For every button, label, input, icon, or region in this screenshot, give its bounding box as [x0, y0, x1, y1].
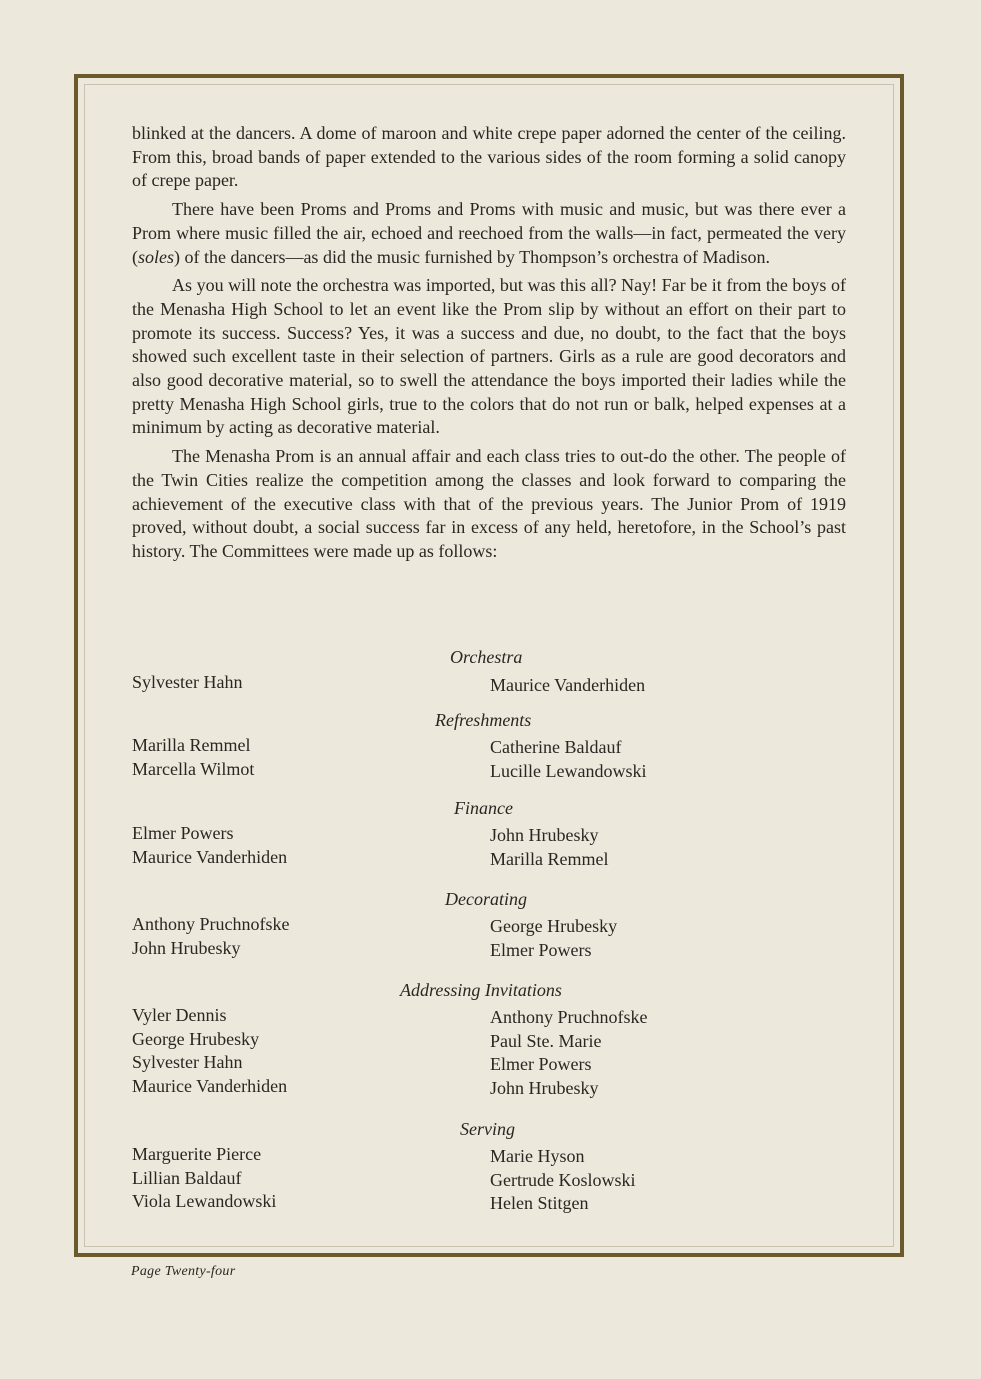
member-name: Sylvester Hahn	[132, 1052, 243, 1073]
paragraph-2-middle: music, but was there ever a Prom where music filled the air, echoed and reechoed from the walls—in fact, permeated the very (	[132, 199, 847, 267]
committee-title: Addressing Invitations	[400, 980, 562, 1000]
committee-left-names	[132, 1004, 287, 1099]
member-name: Marilla Remmel	[132, 735, 251, 755]
member-name: Marguerite Pierce	[132, 1144, 262, 1164]
paragraph-1: blinked at the dancers. A dome of maroon and white crepe paper adorned the center of the ceiling. From this, broad bands of paper extended to the various sides of the room forming a solid canopy of crepe paper.	[132, 123, 846, 191]
committee-right-names	[490, 1145, 635, 1216]
member-name: George Hrubesky	[490, 916, 618, 936]
committee-title: Serving	[460, 1119, 515, 1139]
committee-right-names	[490, 1006, 647, 1101]
member-name: John Hrubesky	[490, 825, 599, 845]
committee-right-names	[490, 674, 645, 698]
committee-left-names	[132, 671, 242, 695]
committee-right-names	[490, 915, 617, 962]
body-text	[132, 122, 846, 569]
member-name: Elmer Powers	[490, 1054, 592, 1075]
member-name: John Hrubesky	[490, 1078, 599, 1099]
member-name: Vyler Dennis	[132, 1005, 227, 1025]
member-name: Lillian Baldauf	[132, 1167, 242, 1188]
member-name: Anthony Pruchnofske	[490, 1007, 648, 1027]
committee-title: Orchestra	[450, 647, 523, 667]
committee-left-names	[132, 913, 289, 960]
paragraph-2-start: There have been Proms and Proms and Proms with music and	[172, 199, 642, 220]
member-name: John Hrubesky	[132, 937, 241, 958]
member-name: Maurice Vanderhiden	[132, 1076, 288, 1097]
committee-right-names	[490, 736, 646, 783]
paragraph-2-italic: soles	[138, 246, 174, 267]
member-name: Paul Ste. Marie	[490, 1030, 602, 1051]
paragraph-2	[132, 198, 846, 269]
committee-left-names	[132, 1143, 276, 1214]
member-name: Lucille Lewandowski	[490, 760, 647, 781]
committee-left-names	[132, 734, 254, 781]
member-name: Anthony Pruchnofske	[132, 914, 290, 934]
member-name: Marilla Remmel	[490, 848, 609, 869]
member-name: Sylvester Hahn	[132, 672, 243, 692]
page-number: Page Twenty-four	[131, 1264, 236, 1279]
committee-right-names	[490, 824, 608, 871]
member-name: Viola Lewandowski	[132, 1191, 277, 1212]
paragraph-4: The Menasha Prom is an annual affair and each class tries to out-do the other. The people of the Twin Cities realize the competition among the classes and look forward to comparing the achievement of the executive class with that of the previous years. The Junior Prom of 1919 proved, without doubt, a social success far in excess of any held, heretofore, in the School’s past history. The Committees were made up as follows:	[132, 446, 846, 561]
member-name: Maurice Vanderhiden	[490, 675, 646, 695]
member-name: Elmer Powers	[490, 939, 592, 960]
committee-title: Decorating	[445, 889, 527, 909]
member-name: Marcella Wilmot	[132, 758, 255, 779]
member-name: Catherine Baldauf	[490, 737, 622, 757]
member-name: Maurice Vanderhiden	[132, 846, 288, 867]
member-name: Elmer Powers	[132, 823, 234, 843]
committee-title: Refreshments	[435, 710, 532, 730]
committee-left-names	[132, 822, 287, 869]
member-name: Gertrude Koslowski	[490, 1169, 636, 1190]
paragraph-3: As you will note the orchestra was imported, but was this all? Nay! Far be it from the boys of the Menasha High School to let an event like the Prom slip by without an effort on their part to promote its success. Success? Yes, it was a success and due, no doubt, to the fact that the boys showed such excellent taste in their selection of partners. Girls as a rule are good decorators and also good decorative material, so to swell the attendance the boys imported their ladies while the pretty Menasha High School girls, true to the colors that do not run or balk, helped expenses at a minimum by acting as decorative material.	[132, 275, 846, 438]
committee-title: Finance	[454, 798, 513, 818]
paragraph-2-end: ) of the dancers—as did the music furnished by Thompson’s orchestra of Madison.	[174, 246, 771, 267]
member-name: Helen Stitgen	[490, 1193, 589, 1214]
member-name: Marie Hyson	[490, 1146, 585, 1166]
member-name: George Hrubesky	[132, 1028, 260, 1049]
